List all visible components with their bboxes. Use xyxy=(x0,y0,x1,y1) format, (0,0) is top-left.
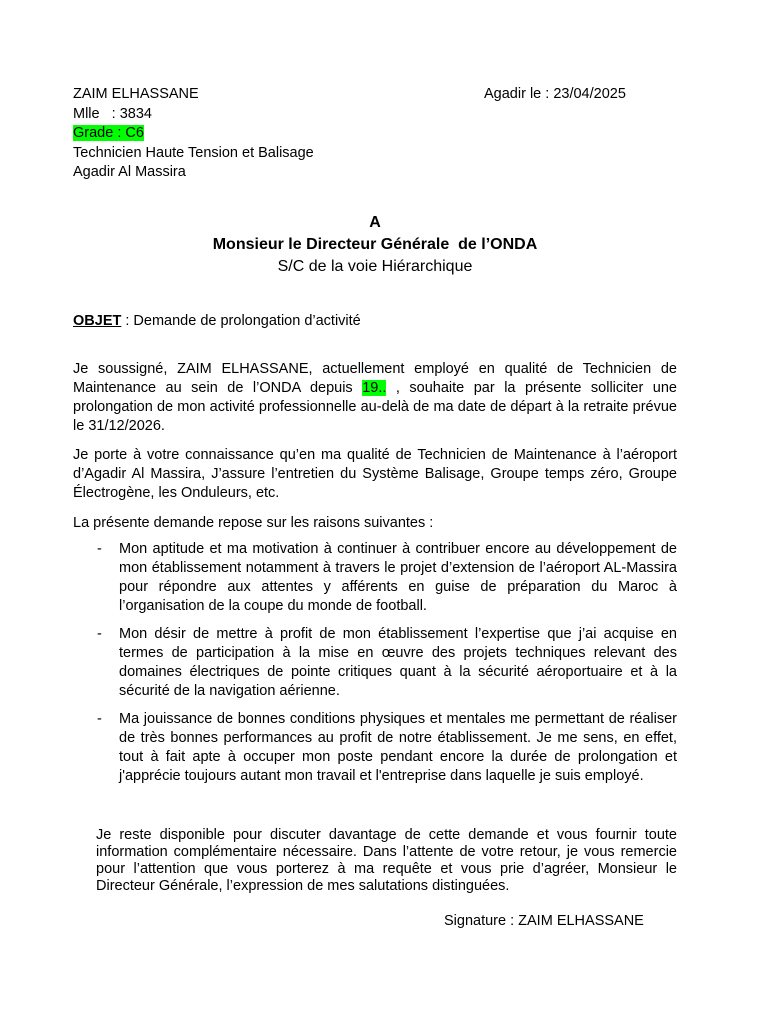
bullet-dash: - xyxy=(97,711,102,727)
intro-text-after: , souhaite par la présente solliciter une prolongation de mon activité professionnelle au-delà de ma date de départ à la retraite prévue le 31/12/2026. xyxy=(73,380,677,434)
list-item xyxy=(73,540,677,616)
paragraph-intro xyxy=(73,360,677,436)
date-line: Agadir le : 23/04/2025 xyxy=(484,86,626,102)
recipient-a: A xyxy=(369,214,381,231)
paragraph-closing: Je reste disponible pour discuter davantage de cette demande et vous fournir toute information complémentaire nécessaire. Dans l’attente de votre retour, je vous remercie pour l’attention que vous porterez à ma requête et vous prie d’agréer, Monsieur le Directeur Générale, l’expression de mes salutations distinguées. xyxy=(96,827,677,894)
reason-text: Ma jouissance de bonnes conditions physiques et mentales me permettant de réaliser de très bonnes performances au profit de notre établissement. Je me sens, en effet, tout à fait apte à occuper mon poste pendant encore la durée de prolongation et j'apprécie toujours autant mon travail et l'entreprise dans laquelle je suis employé. xyxy=(119,711,677,784)
intro-highlight-year: 19.. xyxy=(362,380,387,396)
reason-text: Mon aptitude et ma motivation à continuer à contribuer encore au développement de mon établissement notamment à travers le projet d’extension de l’aéroport AL-Massira pour répondre aux attentes y afférents en guise de préparation du Maroc à l’organisation de la coupe du monde de football. xyxy=(119,541,677,614)
sender-block xyxy=(73,85,314,183)
sender-title: Technicien Haute Tension et Balisage xyxy=(73,144,314,161)
subject-text: : Demande de prolongation d’activité xyxy=(121,313,361,329)
sender-name: ZAIM ELHASSANE xyxy=(73,86,199,102)
list-item xyxy=(73,710,677,786)
subject-label: OBJET xyxy=(73,313,122,329)
bullet-dash: - xyxy=(97,626,102,642)
bullet-dash: - xyxy=(97,541,102,557)
reason-text: Mon désir de mettre à profit de mon établissement l’expertise que j’ai acquise en termes de participation à la mise en œuvre des projets techniques relevant des domaines électriques de pointe critiques quant à la sécurité aéroportuaire et à la sécurité de la navigation aérienne. xyxy=(119,626,677,699)
list-item xyxy=(73,625,677,701)
sender-matricule: Mlle : 3834 xyxy=(73,105,152,122)
subject-line xyxy=(73,312,361,331)
signature-line: Signature : ZAIM ELHASSANE xyxy=(444,913,644,929)
sender-location: Agadir Al Massira xyxy=(73,164,186,180)
reasons-list xyxy=(73,540,677,795)
recipient-block xyxy=(73,212,677,278)
recipient-via: S/C de la voie Hiérarchique xyxy=(277,258,473,275)
intro-text-before: Je soussigné, ZAIM ELHASSANE, actuellement employé en qualité de Technicien de Maintenance au sein de l’ONDA depuis xyxy=(73,361,677,396)
paragraph-duties: Je porte à votre connaissance qu’en ma qualité de Technicien de Maintenance à l’aéroport d’Agadir Al Massira, J’assure l’entretien du Système Balisage, Groupe temps zéro, Groupe Électrogène, les Onduleurs, etc. xyxy=(73,447,677,501)
recipient-director: Monsieur le Directeur Générale de l’ONDA xyxy=(212,236,538,253)
paragraph-reasons-intro: La présente demande repose sur les raisons suivantes : xyxy=(73,515,434,531)
sender-grade: Grade : C6 xyxy=(73,125,144,141)
